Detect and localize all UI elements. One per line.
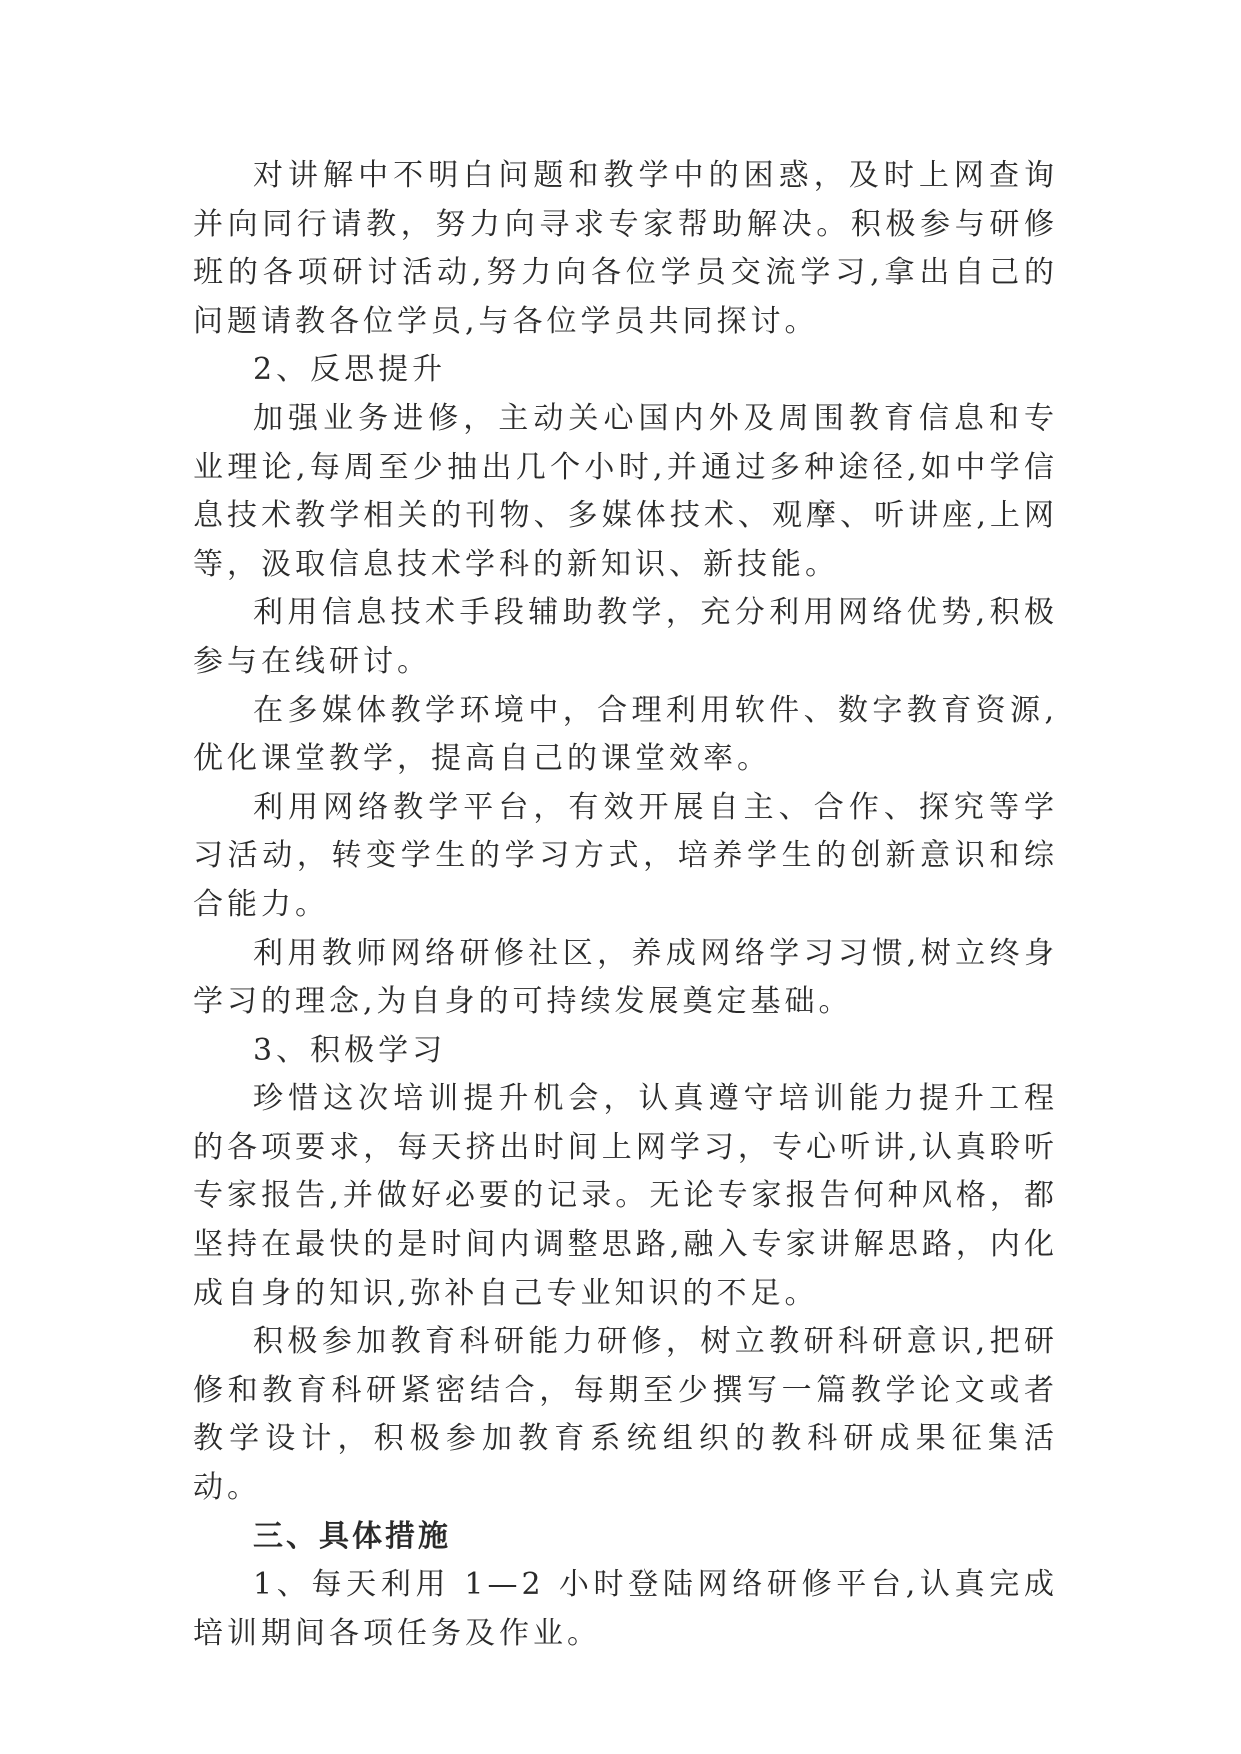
paragraph-it-teaching: 利用信息技术手段辅助教学，充分利用网络优势,积极参与在线研讨。 [193,595,1058,679]
document-body [193,152,1058,1658]
paragraph-problem-solving: 对讲解中不明白问题和教学中的困惑，及时上网查询并向同行请教，努力向寻求专家帮助解决。积极参与研修班的各项研讨活动,努力向各位学员交流学习,拿出自己的问题请教各位学员,与各位学员共同探讨。 [193,158,1058,339]
paragraph-online-platform: 利用网络教学平台，有效开展自主、合作、探究等学习活动，转变学生的学习方式，培养学生的创新意识和综合能力。 [193,789,1058,922]
subheading-active-learning: 3、积极学习 [253,1032,447,1068]
paragraph-daily-study: 1、每天利用 1—2 小时登陆网络研修平台,认真完成培训期间各项任务及作业。 [193,1567,1058,1651]
paragraph-multimedia: 在多媒体教学环境中，合理利用软件、数字教育资源,优化课堂教学，提高自己的课堂效率。 [193,692,1058,777]
paragraph-research: 积极参加教育科研能力研修，树立教研科研意识,把研修和教育科研紧密结合，每期至少撰写一篇教学论文或者教学设计，积极参加教育系统组织的教科研成果征集活动。 [193,1324,1058,1506]
paragraph-training-opportunity: 珍惜这次培训提升机会，认真遵守培训能力提升工程的各项要求，每天挤出时间上网学习，专心听讲,认真聆听专家报告,并做好必要的记录。无论专家报告何种风格，都坚持在最快的是时间内调整思路,融入专家讲解思路，内化成自身的知识,弥补自己专业知识的不足。 [193,1081,1058,1311]
paragraph-professional-study: 加强业务进修，主动关心国内外及周围教育信息和专业理论,每周至少抽出几个小时,并通过多种途径,如中学信息技术教学相关的刊物、多媒体技术、观摩、听讲座,上网等，汲取信息技术学科的新知识、新技能。 [193,400,1058,582]
subheading-reflection: 2、反思提升 [253,352,447,388]
paragraph-teacher-community: 利用教师网络研修社区，养成网络学习习惯,树立终身学习的理念,为自身的可持续发展奠定基础。 [193,935,1058,1020]
section-heading-measures: 三、具体措施 [253,1518,451,1554]
